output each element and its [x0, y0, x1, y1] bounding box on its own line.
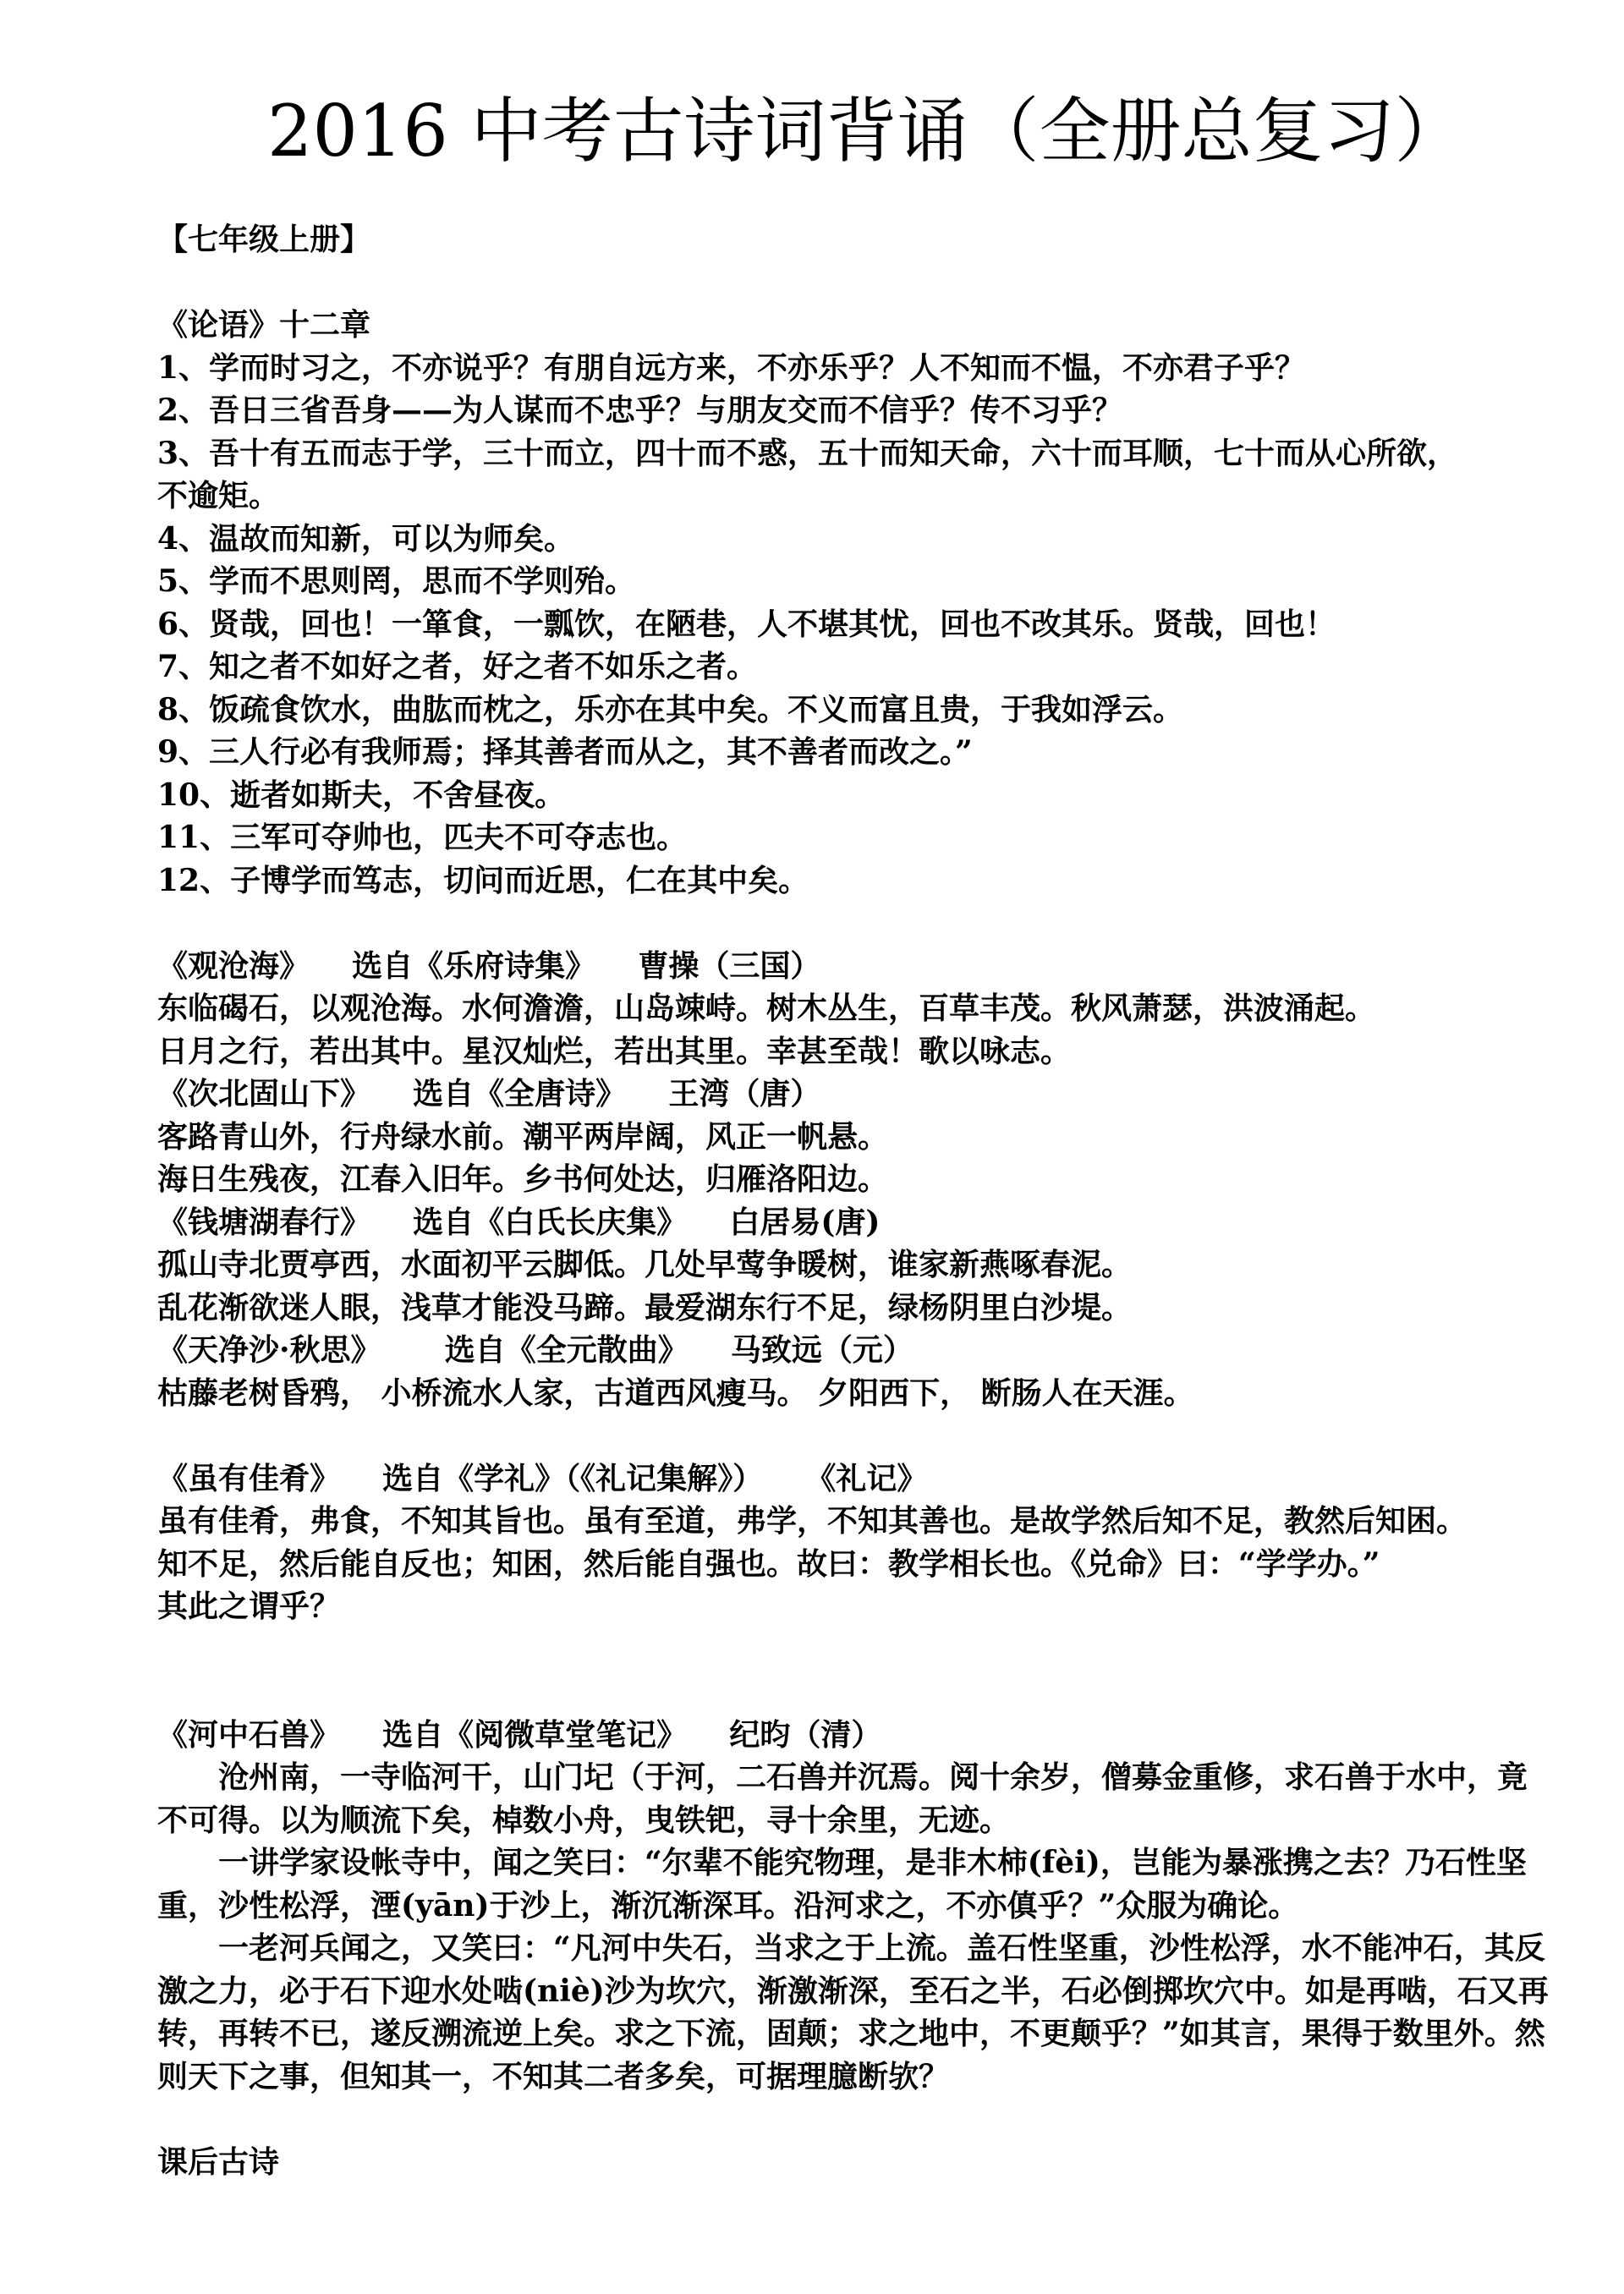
- lunyu-line: 不逾矩。: [157, 478, 280, 513]
- poem-heading-row: [157, 1201, 1553, 1244]
- xueji-section: [157, 1457, 1553, 1628]
- poem-heading-row: [157, 1457, 1553, 1501]
- xueji-line: 其此之谓乎？: [157, 1589, 341, 1624]
- xueji-line: 虽有佳肴，弗食，不知其旨也。虽有至道，弗学，不知其善也。是故学然后知不足，教然后知困。: [157, 1503, 1468, 1539]
- lunyu-heading: 《论语》十二章: [157, 307, 371, 343]
- xueji-author: 《礼记》: [805, 1460, 928, 1496]
- lunyu-line: 3、吾十有五而志于学，三十而立，四十而不惑，五十而知天命，六十而耳顺，七十而从心所欲，: [157, 435, 1458, 471]
- xueji-title: 《虽有佳肴》: [157, 1460, 341, 1496]
- xueji-line: 知不足，然后能自反也；知困，然后能自强也。故曰：教学相长也。《兑命》曰：“学学办。”: [157, 1545, 1380, 1582]
- poem-line: 枯藤老树昏鸦， 小桥流水人家，古道西风瘦马。 夕阳西下， 断肠人在天涯。: [157, 1375, 1194, 1411]
- page-title: 2016 中考古诗词背诵（全册总复习）: [267, 90, 1466, 173]
- lunyu-line: 11、三军可夺帅也，匹夫不可夺志也。: [157, 820, 688, 855]
- poem-line: 乱花渐欲迷人眼，浅草才能没马蹄。最爱湖东行不足，绿杨阴里白沙堤。: [157, 1289, 1133, 1325]
- document-body: [157, 218, 1553, 2183]
- lunyu-line: 2、吾日三省吾身——为人谋而不忠乎？与朋友交而不信乎？传不习乎？: [157, 392, 1123, 428]
- poem-line: 海日生残夜，江春入旧年。乡书何处达，归雁洛阳边。: [157, 1161, 889, 1197]
- xueji-source: 选自《学礼》（《礼记集解》）: [382, 1460, 764, 1496]
- poem-author: 白居易(唐): [729, 1204, 881, 1240]
- lunyu-line: 6、贤哉，回也！一箪食，一瓢饮，在陋巷，人不堪其忧，回也不改其乐。贤哉，回也！: [157, 606, 1336, 642]
- lunyu-line: 9、三人行必有我师焉；择其善者而从之，其不善者而改之。”: [157, 734, 973, 770]
- lunyu-line: 7、知之者不如好之者，好之者不如乐之者。: [157, 649, 758, 684]
- poem-qiantanghuchunxing: [157, 1201, 1553, 1330]
- poem-author: 马致远（元）: [730, 1332, 914, 1368]
- poem-heading-row: [157, 1714, 1553, 1757]
- poem-heading-row: [157, 1073, 1553, 1116]
- poem-line: 日月之行，若出其中。星汉灿烂，若出其里。幸甚至哉！歌以咏志。: [157, 1033, 1072, 1069]
- grade-section-heading: 【七年级上册】: [157, 222, 371, 257]
- poem-tianjingsha: [157, 1329, 1553, 1414]
- poem-title: 《次北固山下》: [157, 1076, 371, 1111]
- shishou-source: 选自《阅微草堂笔记》: [382, 1716, 688, 1753]
- shishou-section: [157, 1714, 1553, 2099]
- shishou-paragraph: 沧州南，一寺临河干，山门圮（于河，二石兽并沉焉。阅十余岁，僧募金重修，求石兽于水中，竟不可得。以为顺流下矣，棹数小舟，曳铁钯，寻十余里，无迹。: [157, 1759, 1528, 1838]
- poem-title: 《观沧海》: [157, 947, 310, 984]
- shishou-title: 《河中石兽》: [157, 1716, 341, 1753]
- lunyu-line: 10、逝者如斯夫，不舍昼夜。: [157, 777, 566, 813]
- shishou-author: 纪昀（清）: [729, 1716, 882, 1753]
- poem-guancanghai: [157, 945, 1553, 1073]
- poem-line: 客路青山外，行舟绿水前。潮平两岸阔，风正一帆悬。: [157, 1118, 889, 1155]
- poem-author: 王湾（唐）: [668, 1076, 821, 1111]
- footer-heading: 课后古诗: [157, 2143, 280, 2180]
- poem-title: 《钱塘湖春行》: [157, 1204, 371, 1240]
- poem-heading-row: [157, 1329, 1553, 1372]
- lunyu-line: 4、温故而知新，可以为师矣。: [157, 520, 575, 557]
- poem-source: 选自《白氏长庆集》: [413, 1204, 688, 1240]
- poem-title: 《天净沙·秋思》: [157, 1332, 381, 1368]
- poem-line: 孤山寺北贾亭西，水面初平云脚低。几处早莺争暖树，谁家新燕啄春泥。: [157, 1247, 1133, 1282]
- poem-source: 选自《乐府诗集》: [352, 947, 596, 984]
- lunyu-line: 8、饭疏食饮水，曲肱而枕之，乐亦在其中矣。不义而富且贵，于我如浮云。: [157, 691, 1184, 727]
- shishou-paragraph: 一讲学家设帐寺中，闻之笑曰：“尔辈不能究物理，是非木柿(fèi)，岂能为暴涨携之去？乃石性坚重，沙性松浮，湮(yān)于沙上，渐沉渐深耳。沿河求之，不亦傎乎？”众服为确论。: [157, 1845, 1527, 1924]
- poem-source: 选自《全元散曲》: [444, 1332, 689, 1368]
- lunyu-section: [157, 304, 1553, 902]
- lunyu-line: 5、学而不思则罔，思而不学则殆。: [157, 563, 636, 599]
- shishou-paragraph: 一老河兵闻之，又笑曰：“凡河中失石，当求之于上流。盖石性坚重，沙性松浮，水不能冲石，其反激之力，必于石下迎水处啮(niè)沙为坎穴，渐激渐深，至石之半，石必倒掷坎穴中。如是再啮，石又再转，再转不已，遂反溯流逆上矣。求之下流，固颠；求之地中，不更颠乎？”如其言，果得于数里外。然则天下之事，但知其一，不知其二者多矣，可据理臆断欤？: [157, 1930, 1549, 2094]
- poem-cibeigushanxia: [157, 1073, 1553, 1201]
- poem-heading-row: [157, 945, 1553, 988]
- poem-source: 选自《全唐诗》: [413, 1076, 627, 1111]
- lunyu-line: 1、学而时习之，不亦说乎？有朋自远方来，不亦乐乎？人不知而不愠，不亦君子乎？: [157, 349, 1306, 386]
- poem-line: 东临碣石，以观沧海。水何澹澹，山岛竦峙。树木丛生，百草丰茂。秋风萧瑟，洪波涌起。: [157, 991, 1376, 1026]
- lunyu-line: 12、子博学而笃志，切问而近思，仁在其中矣。: [157, 862, 809, 898]
- poem-author: 曹操（三国）: [638, 947, 821, 984]
